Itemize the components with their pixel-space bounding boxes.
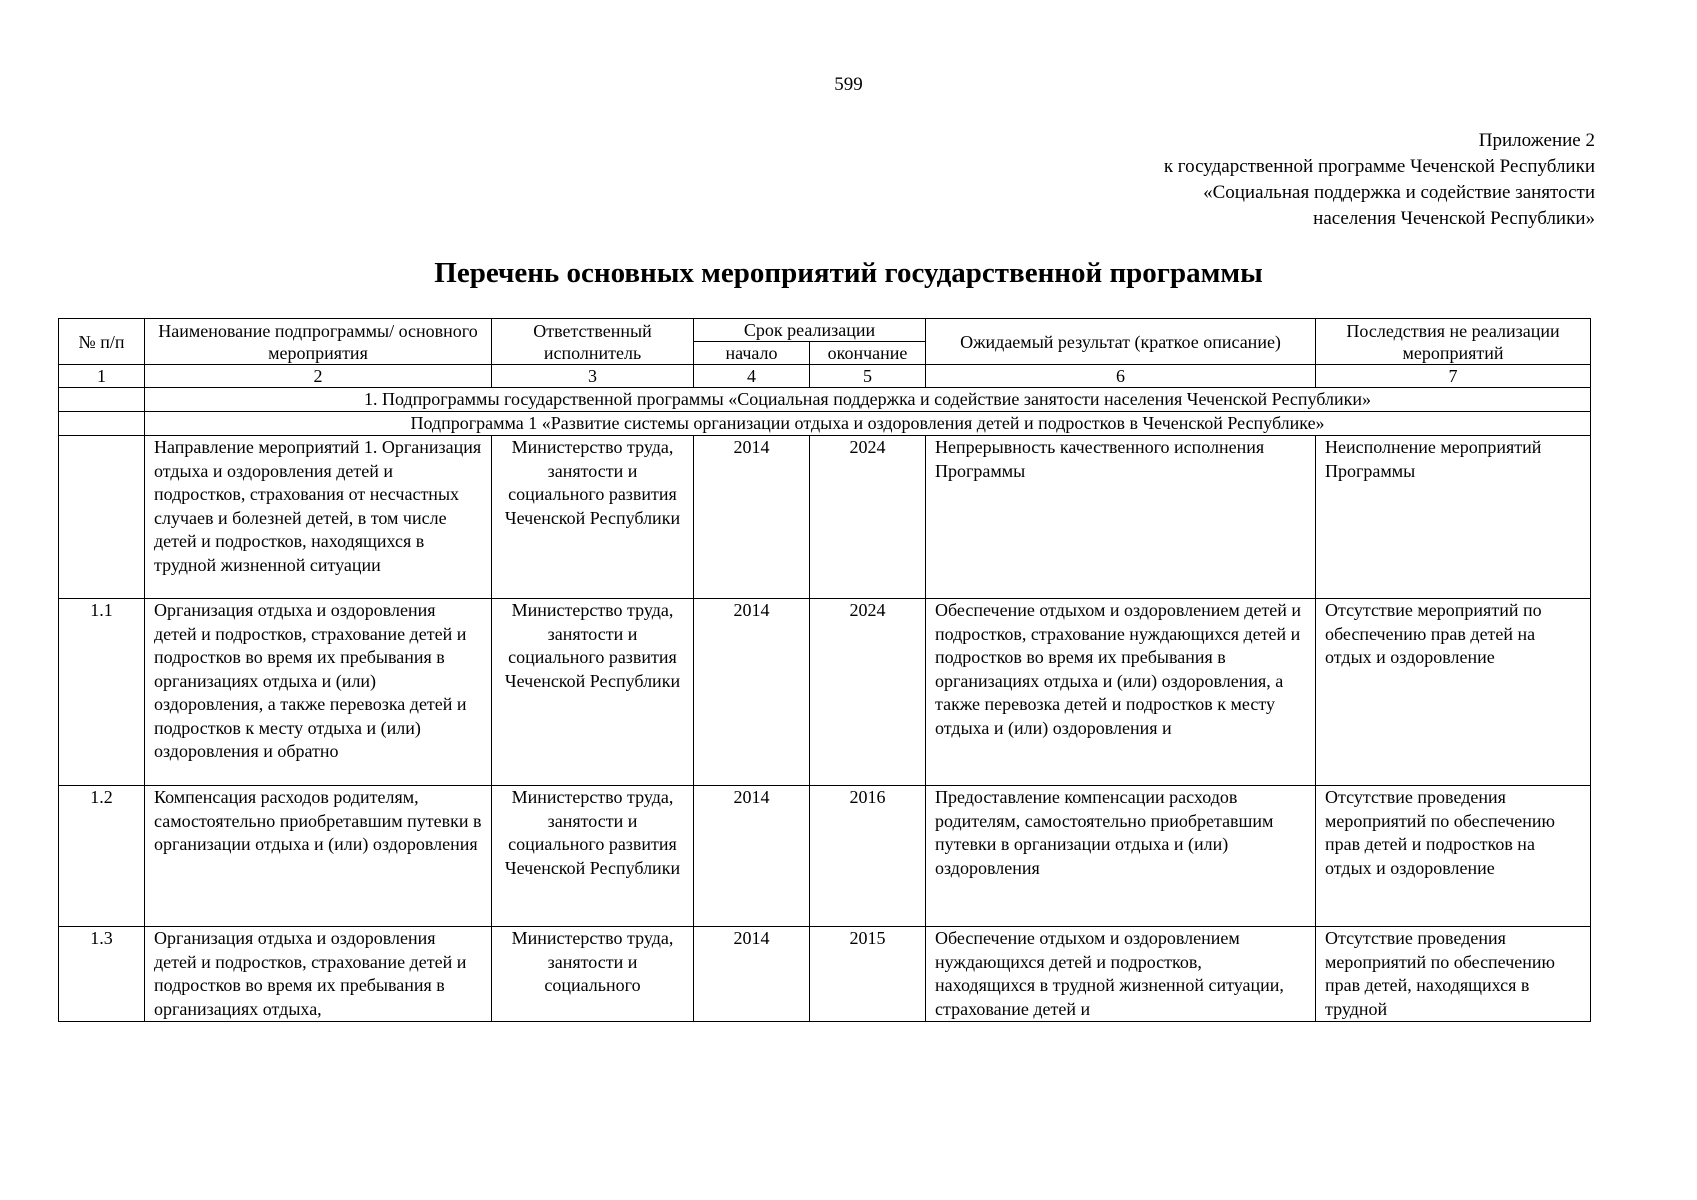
row-end: 2024: [810, 436, 926, 599]
column-number: 3: [492, 365, 694, 388]
header-start: начало: [694, 342, 810, 365]
row-name: Организация отдыха и оздоровления детей и подростков, страхование детей и подростков во время их пребывания в организациях отдыха и (или) оздоровления, а также перевозка детей и подростков к месту отдыха и (или) оздоровления и обратно: [145, 599, 492, 786]
row-name: Компенсация расходов родителям, самостоятельно приобретавшим путевки в организации отдыха и (или) оздоровления: [145, 786, 492, 927]
row-start: 2014: [694, 786, 810, 927]
column-number: 4: [694, 365, 810, 388]
table-row: [59, 927, 1591, 1022]
row-consequences: Отсутствие проведения мероприятий по обеспечению прав детей, находящихся в трудной: [1316, 927, 1591, 1022]
page-number: 599: [834, 74, 863, 95]
row-result: Обеспечение отдыхом и оздоровлением нуждающихся детей и подростков, находящихся в трудной жизненной ситуации, страхование детей и: [926, 927, 1316, 1022]
table-row: [59, 599, 1591, 786]
row-start: 2014: [694, 436, 810, 599]
row-executor: Министерство труда, занятости и социального развития Чеченской Республики: [492, 599, 694, 786]
column-number: 5: [810, 365, 926, 388]
row-end: 2015: [810, 927, 926, 1022]
subprogram-empty-cell: [59, 412, 145, 436]
appendix-line: к государственной программе Чеченской Республики: [1163, 156, 1595, 177]
row-executor: Министерство труда, занятости и социального развития Чеченской Республики: [492, 436, 694, 599]
appendix-line: «Социальная поддержка и содействие занятости: [1203, 182, 1595, 203]
row-end: 2024: [810, 599, 926, 786]
header-name: Наименование подпрограммы/ основного мероприятия: [145, 319, 492, 365]
header-result: Ожидаемый результат (краткое описание): [926, 319, 1316, 365]
section-row: [59, 388, 1591, 412]
section-empty-cell: [59, 388, 145, 412]
row-result: Обеспечение отдыхом и оздоровлением детей и подростков, страхование нуждающихся детей и подростков во время их пребывания в организациях отдыха и (или) оздоровления, а также перевозка детей и подростков к месту отдыха и (или) оздоровления и: [926, 599, 1316, 786]
header-end: окончание: [810, 342, 926, 365]
row-result: Предоставление компенсации расходов родителям, самостоятельно приобретавшим путевки в организации отдыха и (или) оздоровления: [926, 786, 1316, 927]
row-no: 1.3: [59, 927, 145, 1022]
header-consequences: Последствия не реализации мероприятий: [1316, 319, 1591, 365]
row-name: Направление мероприятий 1. Организация отдыха и оздоровления детей и подростков, страхования от несчастных случаев и болезней детей, в том числе детей и подростков, находящихся в трудной жизненной ситуации: [145, 436, 492, 599]
column-number-row: [59, 365, 1591, 388]
appendix-note: [1164, 128, 1595, 232]
table-row: [59, 786, 1591, 927]
document-title: Перечень основных мероприятий государственной программы: [434, 257, 1263, 289]
section-title: 1. Подпрограммы государственной программы «Социальная поддержка и содействие занятости населения Чеченской Республики»: [145, 388, 1591, 412]
subprogram-row: [59, 412, 1591, 436]
subprogram-title: Подпрограмма 1 «Развитие системы организации отдыха и оздоровления детей и подростков в Чеченской Республике»: [145, 412, 1591, 436]
row-name: Организация отдыха и оздоровления детей и подростков, страхование детей и подростков во время их пребывания в организациях отдыха,: [145, 927, 492, 1022]
header-term: Срок реализации: [694, 319, 926, 342]
row-consequences: Отсутствие мероприятий по обеспечению прав детей на отдых и оздоровление: [1316, 599, 1591, 786]
row-executor: Министерство труда, занятости и социального: [492, 927, 694, 1022]
row-no: 1.2: [59, 786, 145, 927]
row-executor: Министерство труда, занятости и социального развития Чеченской Республики: [492, 786, 694, 927]
header-no: № п/п: [59, 319, 145, 365]
row-no: [59, 436, 145, 599]
row-start: 2014: [694, 599, 810, 786]
row-consequences: Отсутствие проведения мероприятий по обеспечению прав детей и подростков на отдых и оздоровление: [1316, 786, 1591, 927]
appendix-line: населения Чеченской Республики»: [1313, 208, 1595, 229]
row-consequences: Неисполнение мероприятий Программы: [1316, 436, 1591, 599]
table-row: [59, 436, 1591, 599]
row-no: 1.1: [59, 599, 145, 786]
column-number: 2: [145, 365, 492, 388]
appendix-line: Приложение 2: [1478, 130, 1595, 151]
row-result: Непрерывность качественного исполнения Программы: [926, 436, 1316, 599]
header-executor: Ответственный исполнитель: [492, 319, 694, 365]
row-start: 2014: [694, 927, 810, 1022]
column-number: 6: [926, 365, 1316, 388]
column-number: 1: [59, 365, 145, 388]
column-number: 7: [1316, 365, 1591, 388]
row-end: 2016: [810, 786, 926, 927]
measures-table: [58, 318, 1591, 1022]
